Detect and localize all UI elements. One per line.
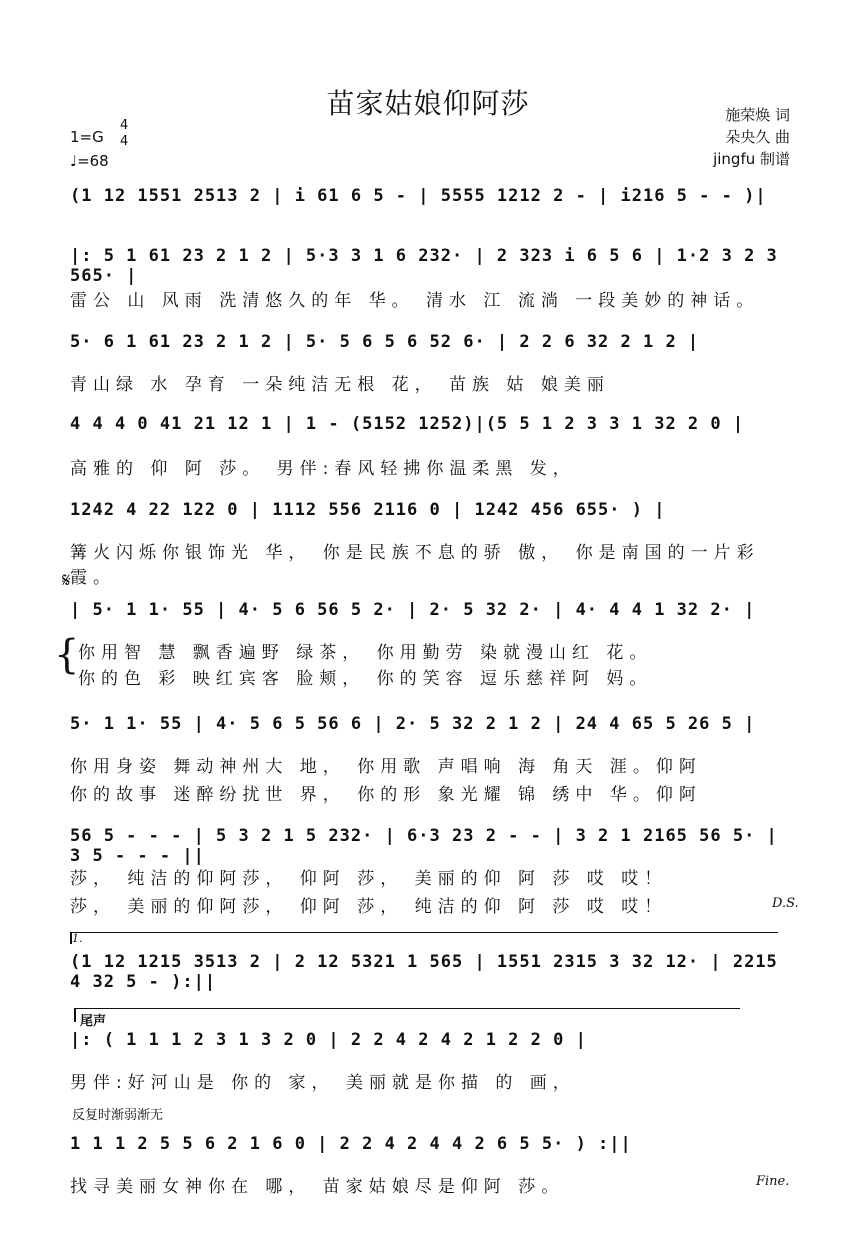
lyric-line-verse-2: 你的色 彩 映红宾客 脸颊， 你的笑容 逗乐慈祥阿 妈。 (78, 669, 653, 689)
time-numerator: 4 (120, 118, 129, 133)
arranger-credit: jingfu 制谱 (713, 150, 790, 168)
lyric-line-verse-1: 你用智 慧 飘香遍野 绿茶， 你用勤劳 染就漫山红 花。 (78, 643, 653, 663)
lyric-line-verse-1: 莎， 纯洁的仰阿莎， 仰阿 莎， 美丽的仰 阿 莎 哎 哎！ (70, 869, 668, 889)
notation-line: 1242 4 22 122 0 | 1112 556 2116 0 | 1242 456 655· ) | (70, 500, 666, 520)
notation-line: 56 5 - - - | 5 3 2 1 5 232· | 6·3 23 2 - - | 3 2 1 2165 56 5· | 3 5 - - - || (70, 826, 778, 866)
key-signature (70, 128, 104, 146)
time-denominator: 4 (120, 134, 129, 149)
notation-line: | 5· 1 1· 55 | 4· 5 6 56 5 2· | 2· 5 32 2· | 4· 4 4 1 32 2· | (70, 600, 756, 620)
lyric-line: 篝火闪烁你银饰光 华， 你是民族不息的骄 傲， 你是南国的一片彩 霞。 (70, 543, 760, 588)
lyric-line: 高雅的 仰 阿 莎。 男伴:春风轻拂你温柔黑 发， (70, 459, 576, 479)
volta-bracket (70, 932, 778, 933)
notation-line: 4 4 4 0 41 21 12 1 | 1 - (5152 1252)|(5 5 1 2 3 3 1 32 2 0 | (70, 414, 745, 434)
performance-note: 反复时渐弱渐无 (72, 1108, 164, 1123)
time-signature (120, 118, 128, 150)
segno-sign: 𝄋 (62, 568, 71, 592)
verse-brace: { (54, 632, 80, 678)
lyric-line-verse-2: 莎， 美丽的仰阿莎， 仰阿 莎， 纯洁的仰 阿 莎 哎 哎！ (70, 897, 668, 917)
lyric-line: 找寻美丽女神你在 哪， 苗家姑娘尽是仰阿 莎。 (70, 1177, 565, 1197)
notation-line: (1 12 1215 3513 2 | 2 12 5321 1 565 | 1551 2315 3 32 12· | 2215 4 32 5 - ):|| (70, 952, 778, 992)
coda-label: 尾声 (80, 1014, 107, 1029)
lyric-line: 男伴:好河山是 你的 家， 美丽就是你描 的 画， (70, 1073, 576, 1093)
coda-bracket-start (74, 1008, 76, 1022)
lyric-line: 青山绿 水 孕育 一朵纯洁无根 花， 苗族 姑 娘美丽 (70, 375, 610, 395)
composer-credit: 朵央久 曲 (725, 128, 790, 146)
song-title: 苗家姑娘仰阿莎 (326, 87, 530, 120)
fine-mark: Fine. (756, 1174, 790, 1189)
lyric-line-verse-1: 你用身姿 舞动神州大 地， 你用歌 声唱响 海 角天 涯。仰阿 (70, 757, 702, 777)
dal-segno-mark: D.S. (772, 896, 799, 911)
notation-line: 5· 1 1· 55 | 4· 5 6 5 56 6 | 2· 5 32 2 1 2 | 24 4 65 5 26 5 | (70, 714, 756, 734)
volta-number: 1. (72, 932, 83, 945)
lyric-line: 雷公 山 风雨 洗清悠久的年 华。 清水 江 流淌 一段美妙的神话。 (70, 291, 760, 311)
lyric-line-verse-2: 你的故事 迷醉纷扰世 界， 你的形 象光耀 锦 绣中 华。仰阿 (70, 785, 702, 805)
coda-bracket (74, 1008, 740, 1009)
notation-line: |: ( 1 1 1 2 3 1 3 2 0 | 2 2 4 2 4 2 1 2 2 0 | (70, 1030, 587, 1050)
notation-line: 5· 6 1 61 23 2 1 2 | 5· 5 6 5 6 52 6· | 2 2 6 32 2 1 2 | (70, 332, 700, 352)
notation-line: |: 5 1 61 23 2 1 2 | 5·3 3 1 6 232· | 2 323 i 6 5 6 | 1·2 3 2 3 565· | (70, 246, 778, 286)
notation-line: (1 12 1551 2513 2 | i 61 6 5 - | 5555 1212 2 - | i216 5 - - )| (70, 186, 767, 206)
tempo-marking: ♩=68 (70, 152, 109, 170)
notation-line: 1 1 1 2 5 5 6 2 1 6 0 | 2 2 4 2 4 4 2 6 5 5· ) :|| (70, 1134, 632, 1154)
lyricist-credit: 施荣焕 词 (725, 106, 790, 124)
key-value: 1=G (70, 128, 104, 146)
